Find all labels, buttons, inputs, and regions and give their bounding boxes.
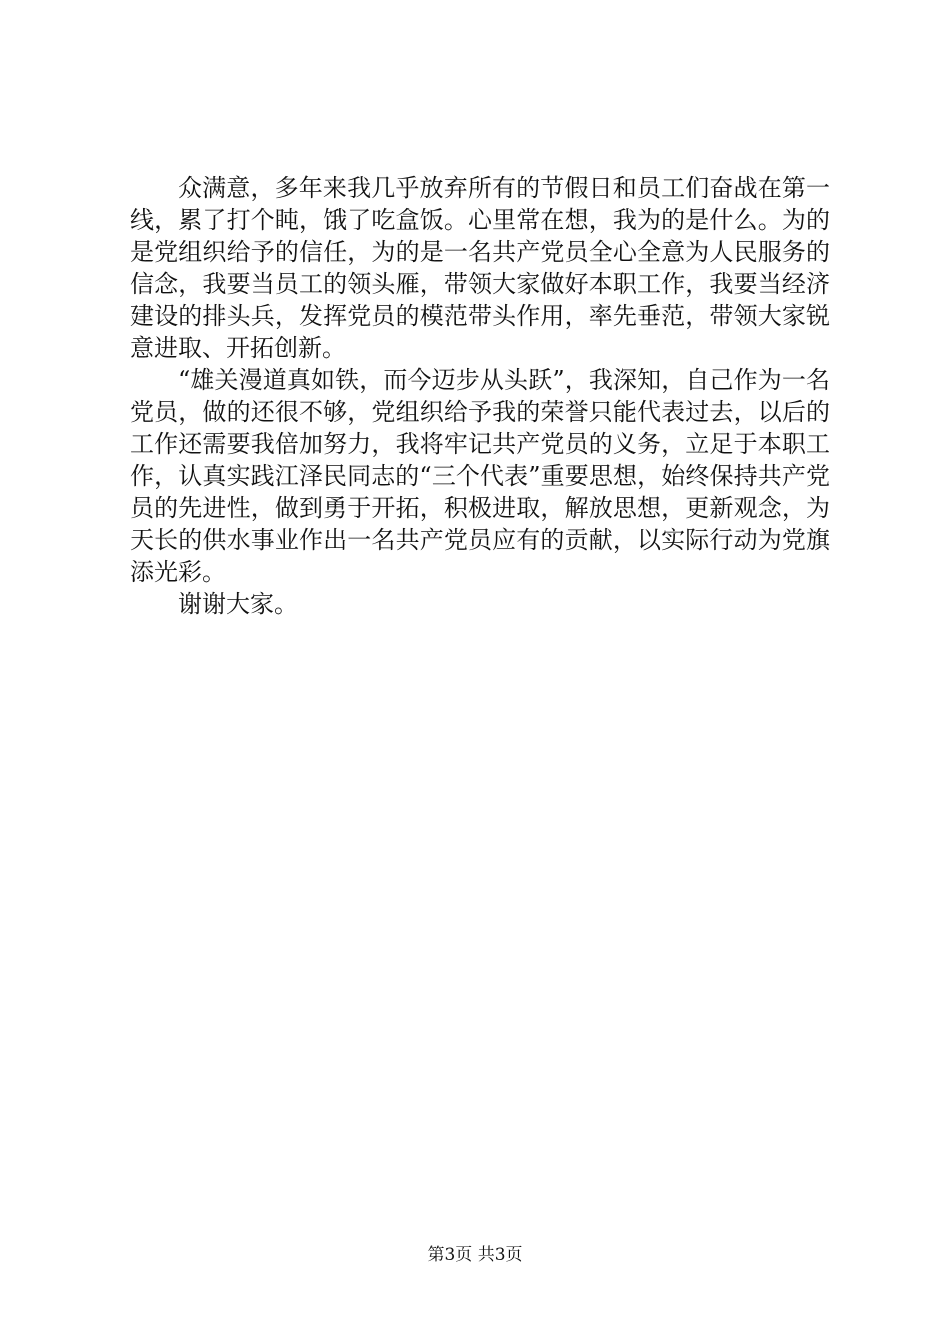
paragraph-1: 众满意，多年来我几乎放弃所有的节假日和员工们奋战在第一线，累了打个盹，饿了吃盒饭。心里常在想，我为的是什么。为的是党组织给予的信任，为的是一名共产党员全心全意为人民服务的信念，我要当员工的领头雁，带领大家做好本职工作，我要当经济建设的排头兵，发挥党员的模范带头作用，率先垂范，带领大家锐意进取、开拓创新。 (130, 174, 830, 362)
document-body (130, 172, 830, 620)
paragraph-3: 谢谢大家。 (178, 590, 298, 618)
page-number-label: 第3页 共3页 (427, 1245, 523, 1265)
paragraph-2: “雄关漫道真如铁，而今迈步从头跃”，我深知，自己作为一名党员，做的还很不够，党组织给予我的荣誉只能代表过去，以后的工作还需要我倍加努力，我将牢记共产党员的义务，立足于本职工作，认真实践江泽民同志的“三个代表”重要思想，始终保持共产党员的先进性，做到勇于开拓，积极进取，解放思想，更新观念，为天长的供水事业作出一名共产党员应有的贡献，以实际行动为党旗添光彩。 (130, 366, 830, 586)
page-footer (0, 1244, 950, 1266)
